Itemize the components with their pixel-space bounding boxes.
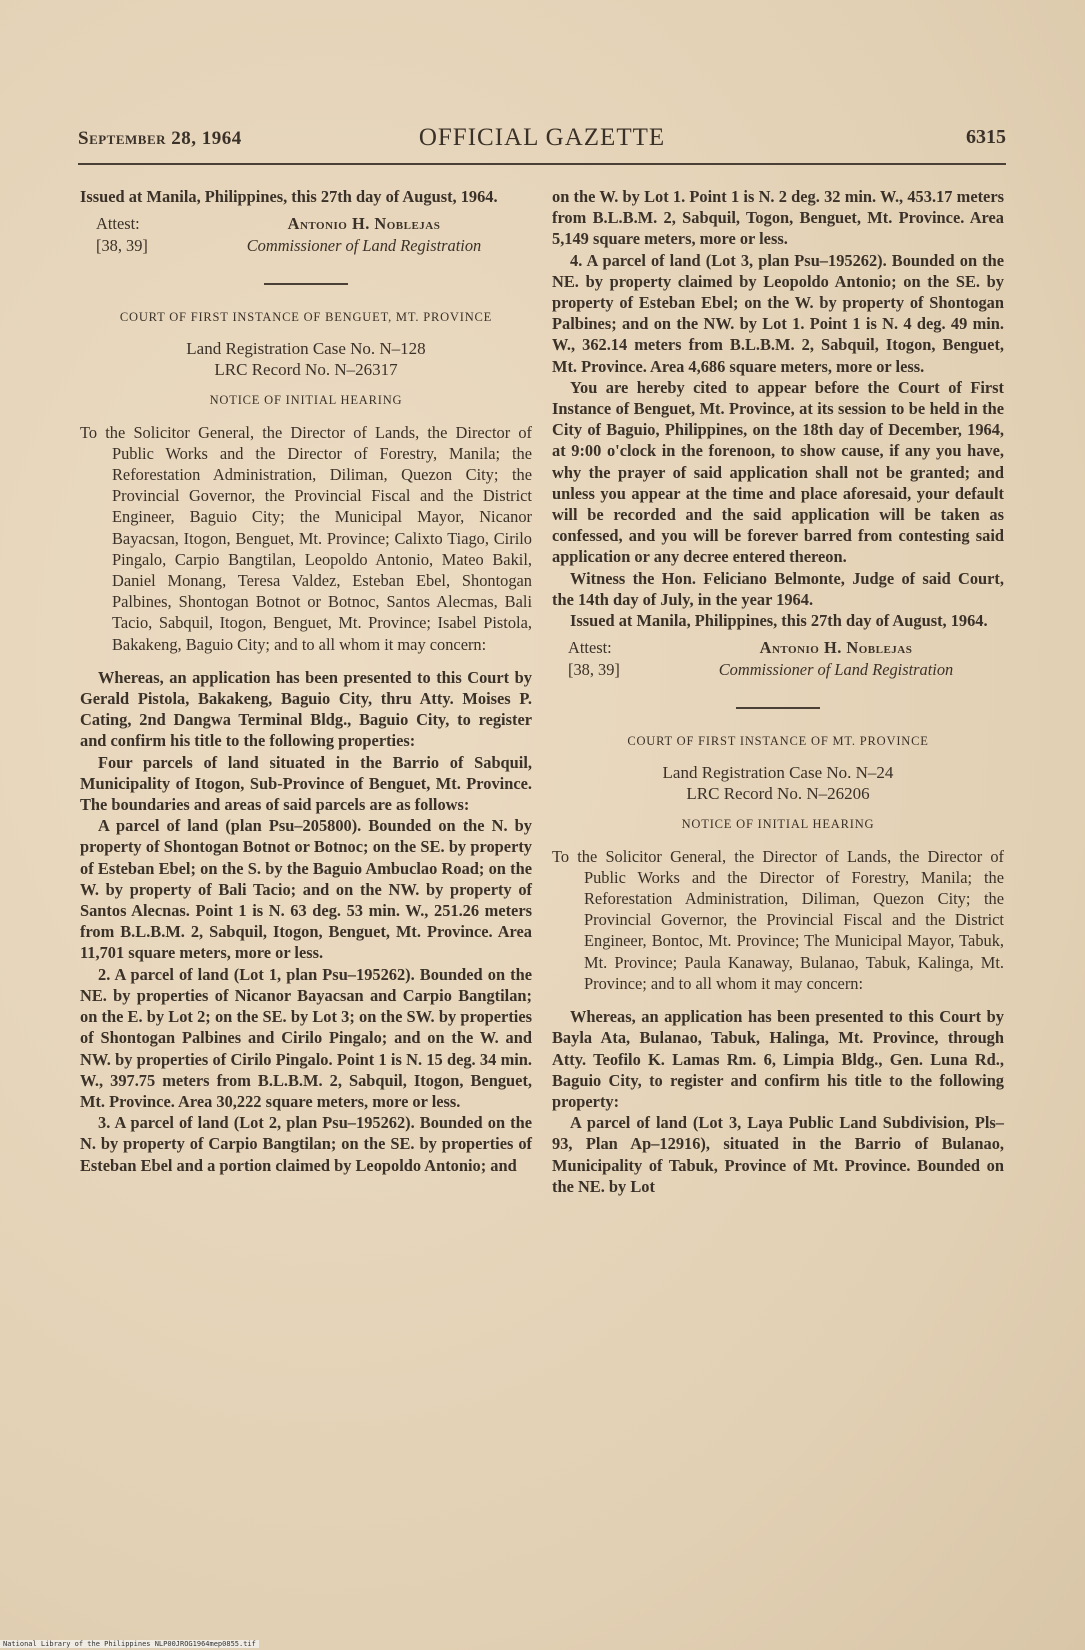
page-header xyxy=(78,124,1006,154)
notice-heading-2: NOTICE OF INITIAL HEARING xyxy=(681,817,875,832)
court-heading-2: COURT OF FIRST INSTANCE OF MT. PROVINCE xyxy=(627,734,929,749)
header-date: September 28, 1964 xyxy=(78,128,242,149)
attest-title-2: Commissioner of Land Registration xyxy=(718,660,954,680)
attest-ref: [38, 39] xyxy=(96,236,148,256)
attest-name-2: Antonio H. Noblejas xyxy=(759,638,913,658)
attest-label-2: Attest: xyxy=(568,638,612,658)
attest-block xyxy=(80,213,532,257)
parcels-intro: Four parcels of land situated in the Barrio of Sabquil, Municipality of Itogon, Sub-Province of Benguet, Mt. Province. The boundaries and areas of said parcels are as follows: xyxy=(80,752,532,815)
addressees-2: To the Solicitor General, the Director of Lands, the Director of Public Works and the Director of Forestry, Manila; the Reforestation Administration, Diliman, Quezon City; the Provincial Governor, the Provincial Fiscal and the District Engineer, Bontoc, Mt. Province; The Municipal Mayor, Tabuk, Mt. Province; Paula Kanaway, Bulanao, Tabuk, Kalinga, Mt. Province; and to all whom it may concern: xyxy=(552,846,1004,993)
left-column xyxy=(80,186,532,1176)
parcel-4: 4. A parcel of land (Lot 3, plan Psu–195262). Bounded on the NE. by property claimed by Leopoldo Antonio; on the SE. by property of Esteban Ebel; on the W. by property of Shontogan Palbines; and on the NW. by Lot 1. Point 1 is N. 4 deg. 49 min. W., 362.14 meters from B.L.B.M. 2, Sabquil, Itogon, Benguet, Mt. Province. Area 4,686 square meters, more or less. xyxy=(552,250,1004,376)
scan-footer: National Library of the Philippines NLP00JROG1964mep0855.tif xyxy=(0,1640,259,1648)
parcel-1: A parcel of land (plan Psu–205800). Bounded on the N. by property of Shontogan Botnot or Botnoc; on the SE. by property of Esteban Ebel; on the S. by the Baguio Ambuclao Road; on the W. by property of Bali Tacio; and on the NW. by property of Santos Alecnas. Point 1 is N. 63 deg. 53 min. W., 251.26 meters from B.L.B.M. 2, Sabquil, Itogon, Benguet, Mt. Province. Area 11,701 square meters, more or less. xyxy=(80,816,532,963)
parcel-3: 3. A parcel of land (Lot 2, plan Psu–195262). Bounded on the N. by property of Carpio Bangtilan; on the SE. by properties of Esteban Ebel and a portion claimed by Leopoldo Antonio; and xyxy=(80,1113,532,1175)
attest-title: Commissioner of Land Registration xyxy=(246,236,482,256)
section-divider xyxy=(264,283,348,285)
case-number: Land Registration Case No. N–128 xyxy=(186,339,426,359)
page-number: 6315 xyxy=(966,126,1006,148)
section-divider-2 xyxy=(736,707,820,709)
issued-paragraph: Issued at Manila, Philippines, this 27th day of August, 1964. xyxy=(80,187,498,206)
addressees: To the Solicitor General, the Director of Lands, the Director of Public Works and the Director of Forestry, Manila; the Reforestation Administration, Diliman, Quezon City; the Provincial Governor, the Provincial Fiscal and the District Engineer, Baguio City; the Municipal Mayor, Nicanor Bayacsan, Itogon, Benguet, Mt. Province; Calixto Tiago, Cirilo Pingalo, Carpio Bangtilan, Leopoldo Antonio, Mateo Bakil, Daniel Monang, Teresa Valdez, Esteban Ebel, Shontogan Palbines, Shontogan Botnot or Botnoc, Santos Alecmas, Bali Tacio, Sabquil, Itogon, Benguet, Mt. Province; Isabel Pistola, Bakakeng, Baguio City; and to all whom it may concern: xyxy=(80,422,532,654)
whereas-paragraph-2: Whereas, an application has been presented to this Court by Bayla Ata, Bulanao, Tabuk, Halinga, Mt. Province, through Atty. Teofilo K. Lamas Rm. 6, Limpia Bldg., Gen. Luna Rd., Baguio City, to register and confirm his title to the following property: xyxy=(552,1007,1004,1111)
parcel-2: 2. A parcel of land (Lot 1, plan Psu–195262). Bounded on the NE. by properties of Nicanor Bayacsan and Carpio Bangtilan; on the E. by Lot 2; on the SE. by Lot 3; on the SW. by properties of Shontogan Palbines and Cirilo Pingalo; and on the W. and NW. by properties of Cirilo Pingalo. Point 1 is N. 15 deg. 34 min. W., 397.75 meters from B.L.B.M. 2, Sabquil, Itogon, Benguet, Mt. Province. Area 30,222 square meters, more or less. xyxy=(80,964,532,1111)
lrc-record: LRC Record No. N–26317 xyxy=(214,360,398,380)
attest-block-2 xyxy=(552,637,1004,681)
witness-paragraph: Witness the Hon. Feliciano Belmonte, Judge of said Court, the 14th day of July, in the year 1964. xyxy=(552,568,1004,609)
case-number-2: Land Registration Case No. N–24 xyxy=(662,763,894,783)
court-heading: COURT OF FIRST INSTANCE OF BENGUET, MT. PROVINCE xyxy=(119,310,493,325)
attest-name: Antonio H. Noblejas xyxy=(287,214,441,234)
issued-paragraph-2: Issued at Manila, Philippines, this 27th day of August, 1964. xyxy=(570,611,988,631)
attest-ref-2: [38, 39] xyxy=(568,660,620,680)
lrc-record-2: LRC Record No. N–26206 xyxy=(686,784,870,804)
citation-paragraph: You are hereby cited to appear before the Court of First Instance of Benguet, Mt. Province, at its session to be held in the City of Baguio, Philippines, on the 18th day of December, 1964, at 9:00 o'clock in the forenoon, to show cause, if any you have, why the prayer of said application shall not be granted; and unless you appear at the time and place aforesaid, your default will be recorded and the said application will be taken as confessed, and you will be forever barred from contesting said application or any decree entered thereon. xyxy=(552,377,1004,567)
whereas-paragraph: Whereas, an application has been presented to this Court by Gerald Pistola, Bakakeng, Baguio City, thru Atty. Moises P. Cating, 2nd Dangwa Terminal Bldg., Baguio City, to register and confirm his title to the following properties: xyxy=(80,667,532,751)
header-rule xyxy=(78,163,1006,165)
notice-heading: NOTICE OF INITIAL HEARING xyxy=(209,393,403,408)
parcel-description: A parcel of land (Lot 3, Laya Public Land Subdivision, Pls–93, Plan Ap–12916), situated in the Barrio of Bulanao, Municipality of Tabuk, Province of Mt. Province. Bounded on the NE. by Lot xyxy=(552,1113,1004,1196)
parcel-3-continued: on the W. by Lot 1. Point 1 is N. 2 deg. 32 min. W., 453.17 meters from B.L.B.M. 2, Sabquil, Togon, Benguet, Mt. Province. Area 5,149 square meters, more or less. xyxy=(552,187,1004,249)
header-title: OFFICIAL GAZETTE xyxy=(418,124,666,151)
right-column xyxy=(552,186,1004,1197)
attest-label: Attest: xyxy=(96,214,140,234)
